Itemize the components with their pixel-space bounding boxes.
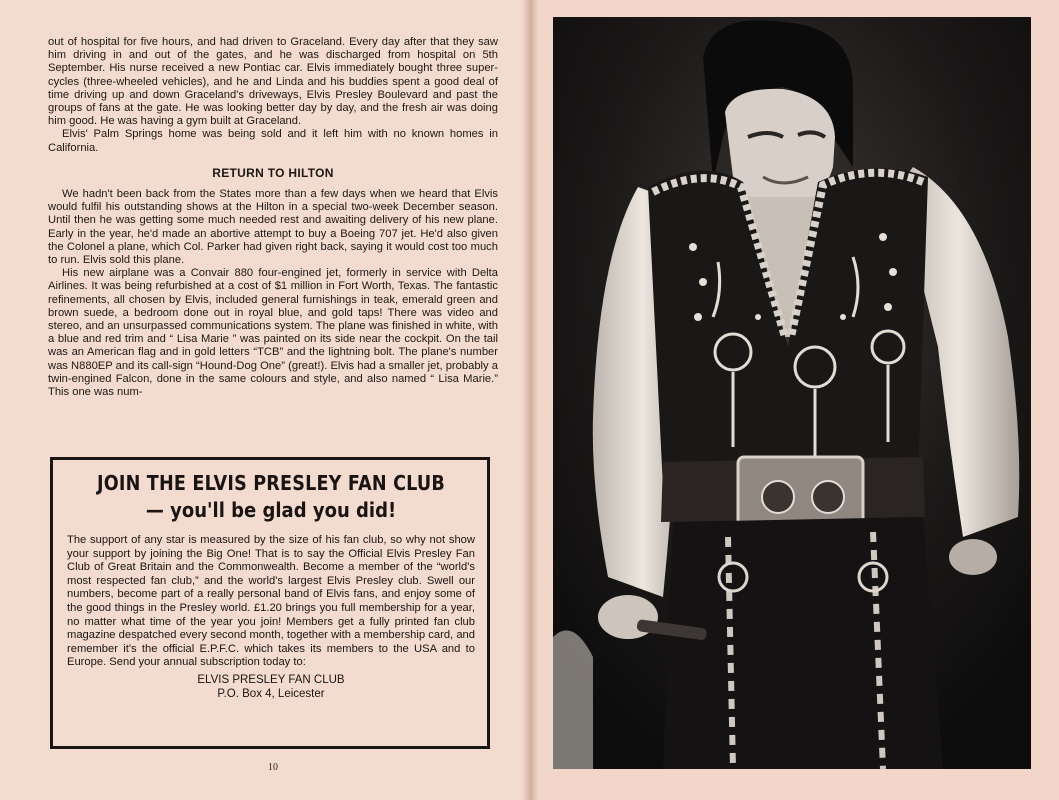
- page-gutter: [522, 0, 538, 800]
- section-heading: RETURN TO HILTON: [212, 165, 334, 180]
- article-paragraph: out of hospital for five hours, and had driven to Graceland. Every day after that they saw him driving in and out of the gates, and he was discharged from hospital on 5th September. His nurse received a new Pontiac car. Elvis immediately bought three super-cycles (three-wheeled vehicles), and he and Linda and his buddies spent a good deal of time driving up and down Graceland's driveways, Elvis Presley Boulevard and past the groups of fans at the gate. He was looking better day by day, and the fresh air was doing him good. He was having a gym built at Graceland.: [48, 36, 498, 128]
- elvis-performance-photo: [553, 17, 1031, 769]
- address-line: ELVIS PRESLEY FAN CLUB: [197, 673, 345, 686]
- page-number: 10: [268, 762, 278, 773]
- photo-illustration: [553, 17, 1031, 769]
- article-paragraph: We hadn't been back from the States more than a few days when we heard that Elvis would fulfil his outstanding shows at the Hilton in a special two-week December season. Until then he was getting some much needed rest and awaiting delivery of his new plane. Early in the year, he'd made an abortive attempt to buy a Boeing 707 jet. He'd also given the Colonel a plane, which Col. Parker had given right back, saying it would cost too much to run. Elvis sold this plane.: [48, 188, 498, 267]
- advert-address: [67, 673, 475, 701]
- advert-title: JOIN THE ELVIS PRESLEY FAN CLUB: [96, 471, 445, 495]
- fan-club-advert: [50, 457, 490, 749]
- article-paragraph: His new airplane was a Convair 880 four-engined jet, formerly in service with Delta Airlines. It was being refurbished at a cost of $1 million in Fort Worth, Texas. The fantastic refinements, all chosen by Elvis, included general furnishings in teak, emerald green and brown suede, a bedroom done out in royal blue, and gold taps! There was video and stereo, and an unsurpassed communications system. The plane was finished in white, with a blue and red trim and “ Lisa Marie ” was painted on its side near the cockpit. On the tail was an American flag and in gold letters “TCB” and the lightning bolt. The plane's number was N880EP and its call-sign “Hound-Dog One” (great!). Elvis had a smaller jet, probably a twin-engined Falcon, done in the same colours and style, and also named “ Lisa Marie.” This one was num-: [48, 267, 498, 399]
- article-paragraph: Elvis' Palm Springs home was being sold and it left him with no known homes in California.: [48, 128, 498, 154]
- address-line: P.O. Box 4, Leicester: [217, 687, 325, 700]
- advert-subtitle: — you'll be glad you did!: [145, 498, 397, 522]
- advert-body: The support of any star is measured by the size of his fan club, so why not show your support by joining the Big One! That is to say the Official Elvis Presley Fan Club of Great Britain and the Commonwealth. Become a member of the “world's most respected fan club,” and the world's largest Elvis Presley club. Swell our numbers, become part of a really personal band of Elvis fans, and enjoy some of the good things in the Presley world. £1.20 brings you full membership for a year, no matter what time of the year you join! Members get a fully printed fan club magazine despatched every second month, together with a membership card, and remember it's the official E.P.F.C. which takes its members to the USA and to Europe. Send your annual subscription today to:: [67, 534, 475, 669]
- article-text: [48, 36, 498, 399]
